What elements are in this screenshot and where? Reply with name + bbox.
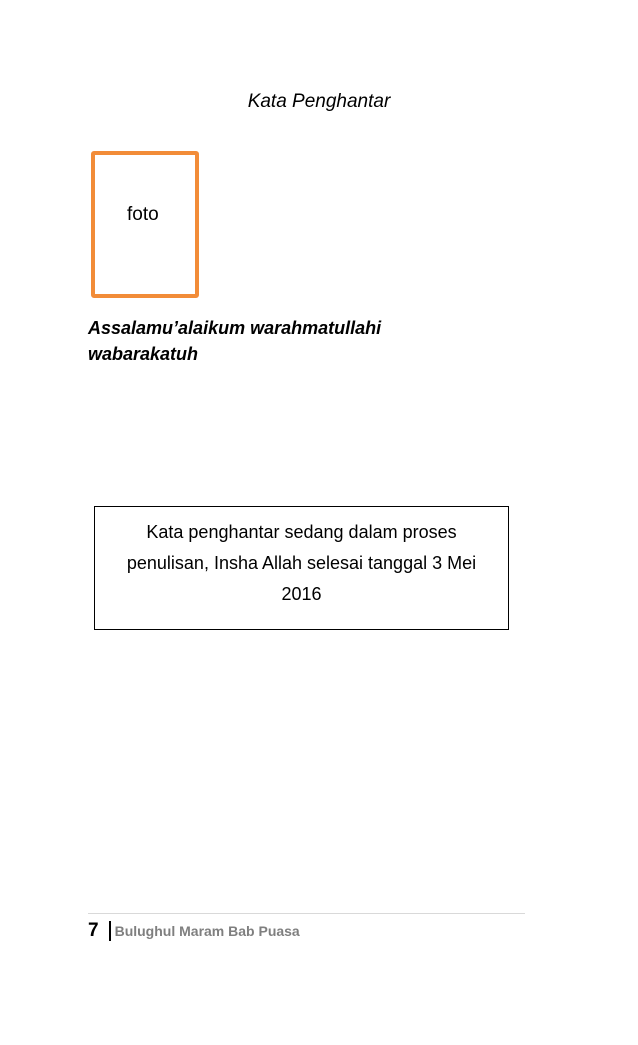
photo-placeholder xyxy=(91,151,199,298)
note-text: Kata penghantar sedang dalam proses penulisan, Insha Allah selesai tanggal 3 Mei 2016 xyxy=(126,522,477,604)
book-title: Bulughul Maram Bab Puasa xyxy=(114,923,300,939)
greeting-text: Assalamu’alaikum warahmatullahi wabarakatuh xyxy=(88,318,382,364)
photo-label: foto xyxy=(127,204,159,225)
page-footer xyxy=(88,919,300,943)
note-box xyxy=(94,506,509,630)
footer-divider xyxy=(88,913,525,914)
footer-separator xyxy=(109,921,111,941)
page-number: 7 xyxy=(88,920,99,941)
page-title: Kata Penghantar xyxy=(247,91,391,112)
